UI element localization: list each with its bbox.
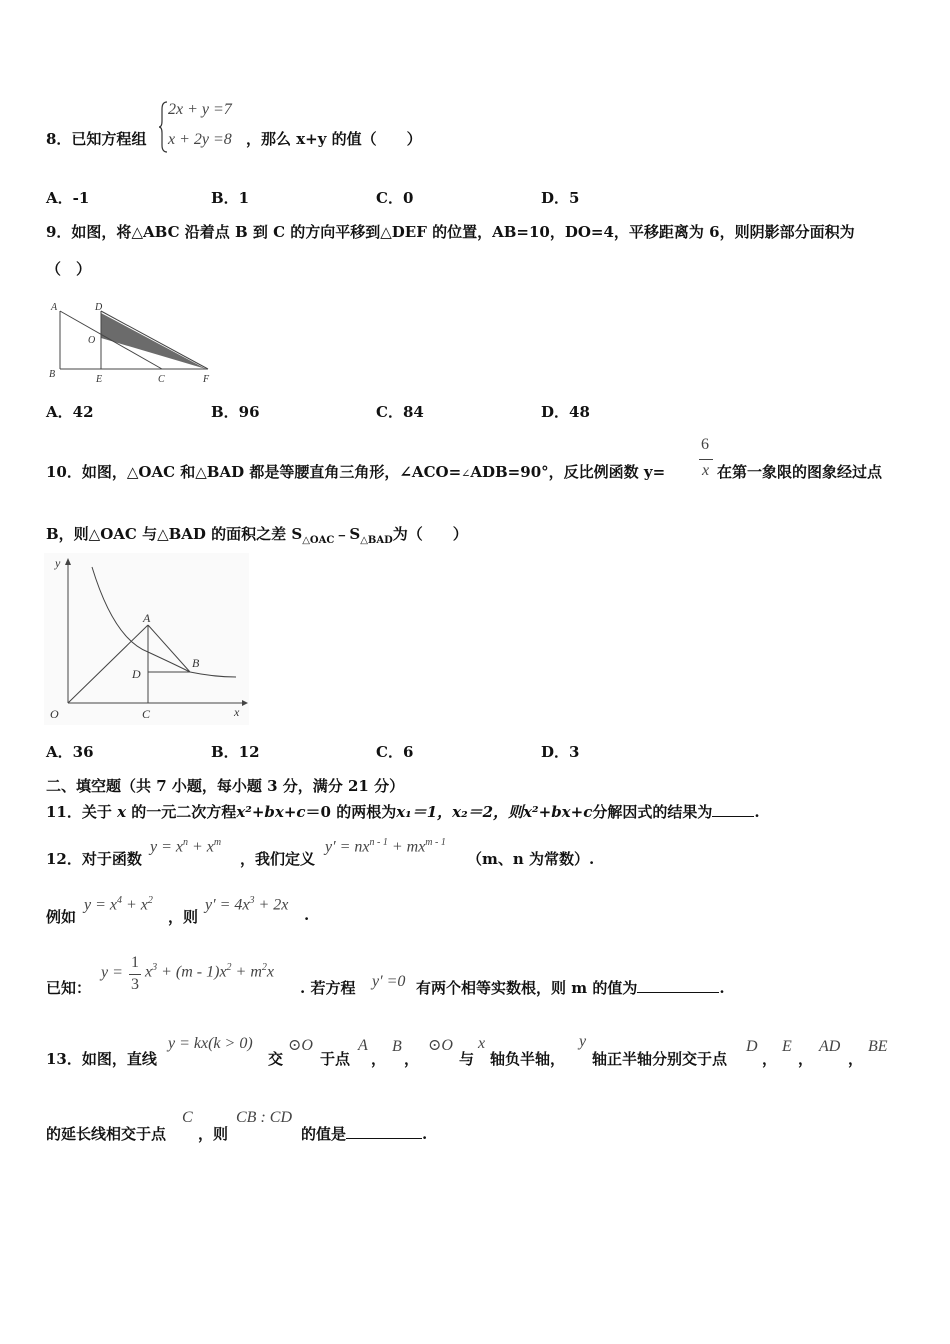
q10-label-d: D — [132, 667, 141, 681]
q13-t4: 与 — [459, 1050, 475, 1068]
q10-figure — [44, 553, 249, 729]
q10-line1-c: 在第一象限的图象经过点 — [717, 463, 883, 481]
q9-label-d: D — [95, 302, 103, 313]
q9-line1: 9．如图，将△ABC 沿着点 B 到 C 的方向平移到△DEF 的位置，AB=10，DO=4，平移距离为 6，则阴影部分面积为 — [46, 223, 855, 241]
q9-line2: （ ） — [46, 260, 92, 278]
q10-label-x: x — [234, 705, 240, 719]
q8-option-d[interactable]: D．5 — [541, 189, 580, 207]
q9-option-b[interactable]: B．96 — [211, 403, 260, 421]
q8-eq1: 2x + y =7 — [168, 101, 232, 118]
q13-point-c: C — [182, 1109, 193, 1126]
q12-t5 — [416, 977, 725, 998]
q11-poly2: x²+bx+c — [523, 803, 593, 821]
q12-f2: $y' = nx^{n - 1} + mx^{m - 1}$ — [325, 837, 446, 856]
q13-y-axis: y — [579, 1033, 587, 1050]
q10-line2 — [46, 523, 468, 546]
q9-label-b: B — [49, 369, 56, 380]
q11-root2: x₂＝2，则 — [452, 803, 524, 821]
q10-label-y: y — [55, 556, 61, 570]
q10-label-o: O — [50, 707, 59, 721]
q10-label-b: B — [192, 656, 200, 670]
q12-known-rest: $x^3 + (m - 1)x^2 + m^2x$ — [145, 962, 275, 981]
q13-ratio: CB : CD — [236, 1109, 292, 1126]
q11-t1: 11．关于 — [46, 803, 112, 821]
q11-answer-blank[interactable] — [712, 802, 754, 817]
q13-sep1: ， — [371, 1050, 387, 1068]
q11-end: . — [754, 803, 760, 821]
q10-line2-b: ﹣S — [334, 525, 361, 543]
q13-x-axis: x — [478, 1035, 486, 1052]
q13-line-function: y = kx(k > 0) — [168, 1035, 253, 1052]
q13-t5: 轴负半轴， — [490, 1050, 566, 1068]
q12-known-denominator: 3 — [131, 976, 139, 993]
q10-fraction-denominator: x — [702, 462, 710, 479]
q10-text-b: ADB=90°，反比例函数 y= — [470, 463, 666, 481]
q12-f1: $y = x^n + x^m$ — [150, 837, 222, 856]
q9-option-c[interactable]: C．84 — [376, 403, 424, 421]
q10-sub-bad: △BAD — [360, 535, 393, 546]
q13-t9 — [301, 1123, 427, 1144]
q12-known-fraction-bar — [129, 974, 141, 975]
q8-system-brace — [158, 101, 168, 157]
q13-point-b: B — [392, 1038, 402, 1055]
q13-t2: 交 — [268, 1050, 284, 1068]
q13-point-a: A — [358, 1037, 368, 1054]
q13-t3: 于点 — [320, 1050, 351, 1068]
q13-point-d: D — [746, 1038, 758, 1055]
q9-figure — [44, 296, 219, 392]
q13-sep3: ， — [762, 1050, 778, 1068]
q10-angle-symbol: ∠ — [461, 467, 471, 480]
q13-end: . — [422, 1125, 428, 1143]
q8-eq2: x + 2y =8 — [168, 131, 232, 148]
q13-sep5: ， — [848, 1050, 864, 1068]
q10-line1-a — [46, 461, 665, 482]
q10-sub-oac: △OAC — [302, 535, 335, 546]
q13-circle2: ⊙O — [428, 1037, 453, 1054]
q13-point-e: E — [782, 1038, 792, 1055]
q10-option-a[interactable]: A．36 — [46, 743, 94, 761]
q12-t1: 12．对于函数 — [46, 850, 142, 868]
q8-option-a[interactable]: A．-1 — [46, 189, 90, 207]
q9-shaded-region — [101, 313, 206, 369]
q11-poly: x²+bx+c — [236, 803, 306, 821]
q10-label-a: A — [143, 611, 151, 625]
q10-text-a: 10．如图，△OAC 和△BAD 都是等腰直角三角形，∠ACO= — [46, 463, 462, 481]
q8-option-b[interactable]: B．1 — [211, 189, 250, 207]
q9-label-f: F — [203, 374, 210, 385]
q11-line — [46, 801, 760, 822]
q10-option-d[interactable]: D．3 — [541, 743, 580, 761]
q12-answer-blank[interactable] — [637, 978, 719, 993]
q13-answer-blank[interactable] — [346, 1124, 422, 1139]
q11-t2: 的一元二次方程 — [131, 803, 237, 821]
q12-example-end: . — [304, 906, 310, 924]
q13-segment-be: BE — [868, 1038, 888, 1055]
brace-icon — [158, 101, 168, 153]
q8-suffix: ，那么 x+y 的值（ ） — [246, 130, 422, 148]
section-heading: 二、填空题（共 7 小题，每小题 3 分，满分 21 分） — [46, 777, 405, 795]
q13-t8: ，则 — [198, 1125, 229, 1143]
q13-sep4: ， — [798, 1050, 814, 1068]
q12-t3: （m、n 为常数）. — [467, 850, 595, 868]
q9-label-e: E — [96, 374, 103, 385]
q12-example-then: ，则 — [168, 908, 199, 926]
q13-segment-ad: AD — [819, 1038, 841, 1055]
q9-option-a[interactable]: A．42 — [46, 403, 94, 421]
q10-line2-a: B，则△OAC 与△BAD 的面积之差 S — [46, 525, 303, 543]
q8-option-c[interactable]: C．0 — [376, 189, 414, 207]
q12-known-y: y = — [101, 964, 123, 981]
q9-label-c: C — [158, 374, 165, 385]
q10-fraction-numerator: 6 — [701, 436, 709, 453]
q12-example-label: 例如 — [46, 908, 77, 926]
q12-known-numerator: 1 — [131, 954, 139, 971]
q12-known-label: 已知： — [46, 979, 92, 997]
q9-option-d[interactable]: D．48 — [541, 403, 590, 421]
q11-root1: x₁＝1， — [396, 803, 453, 821]
q13-t9-text: 的值是 — [301, 1125, 347, 1143]
q12-equation: y′ =0 — [372, 973, 406, 990]
q12-example-derivative: $y' = 4x^3 + 2x$ — [205, 895, 289, 914]
q13-sep2: ， — [404, 1050, 420, 1068]
q11-t4: 分解因式的结果为 — [592, 803, 713, 821]
q9-label-a: A — [51, 302, 58, 313]
q12-t2: ，我们定义 — [240, 850, 316, 868]
q10-option-b[interactable]: B．12 — [211, 743, 260, 761]
q10-line2-c: 为（ ） — [392, 525, 468, 543]
q13-t1: 13．如图，直线 — [46, 1050, 157, 1068]
q13-circle: ⊙O — [288, 1037, 313, 1054]
q8-prefix: 8．已知方程组 — [46, 130, 147, 148]
q13-t6: 轴正半轴分别交于点 — [592, 1050, 728, 1068]
q11-x: x — [117, 803, 127, 821]
q12-end: . — [719, 979, 725, 997]
q12-example-function: $y = x^4 + x^2$ — [84, 895, 153, 914]
q13-t7: 的延长线相交于点 — [46, 1125, 167, 1143]
q10-fraction-bar — [699, 459, 713, 460]
q10-option-c[interactable]: C．6 — [376, 743, 414, 761]
q9-label-o: O — [88, 335, 96, 346]
q12-t5-text: 有两个相等实数根，则 m 的值为 — [416, 979, 638, 997]
q10-label-c: C — [142, 707, 151, 721]
q11-t3: ＝0 的两根为 — [305, 803, 397, 821]
q12-t4: . 若方程 — [300, 979, 356, 997]
